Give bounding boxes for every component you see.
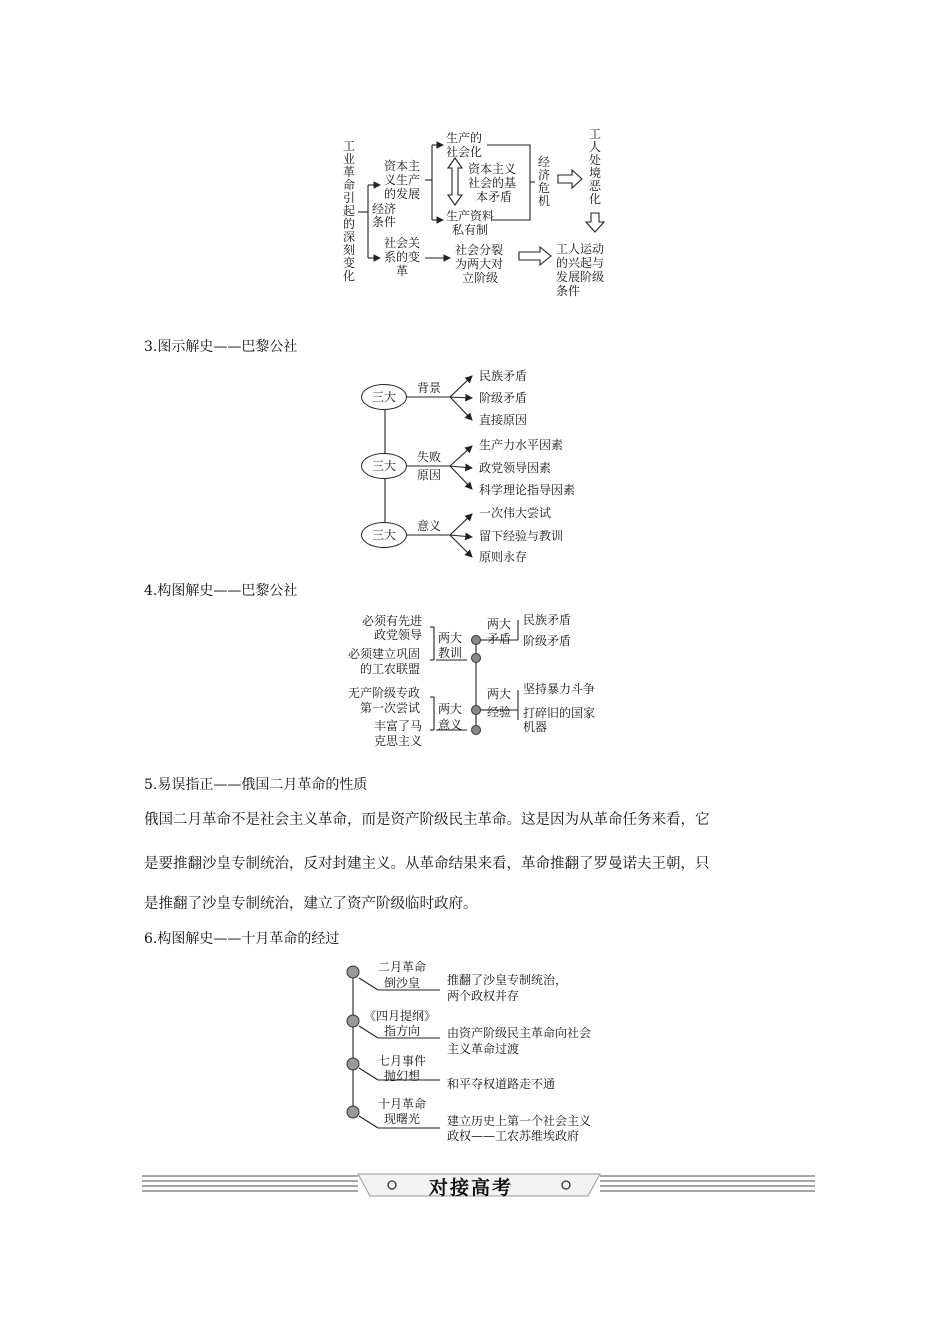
section6-heading: 6.构图解史——十月革命的经过 (144, 931, 340, 947)
contradiction-item-1: 民族矛盾 (523, 613, 572, 627)
contradiction-item-2: 阶级矛盾 (523, 634, 572, 648)
section4-heading: 4.构图解史——巴黎公社 (144, 583, 298, 599)
event-1-desc-l1: 推翻了沙皇专制统治， (447, 973, 568, 987)
failure-item-1: 生产力水平因素 (479, 438, 564, 452)
lessons-label-l2: 教训 (438, 646, 463, 660)
capitalist-production-l1: 资本主 (384, 159, 421, 173)
economic-crisis-label: 经济危机 (537, 155, 550, 208)
event-3-title-l2: 抛幻想 (384, 1069, 421, 1083)
failure-label-l1: 失败 (417, 450, 442, 464)
experience-label-l1: 两大 (487, 687, 512, 701)
failure-label-l2: 原因 (417, 468, 442, 482)
background-label: 背景 (417, 381, 442, 395)
lesson-2-l1: 必须建立巩固 (348, 647, 421, 661)
significance-label-l1: 两大 (438, 702, 463, 716)
movement-l3: 发展阶级 (556, 270, 605, 284)
meaning-label: 意义 (417, 519, 442, 533)
experience-item-2-l2: 机器 (523, 720, 548, 734)
experience-item-1: 坚持暴力斗争 (523, 682, 596, 696)
section5-line-2: 是要推翻沙皇专制统治，反对封建主义。从革命结果来看，革命推翻了罗曼诺夫王朝，只 (144, 856, 710, 872)
node-three-failure: 三大 (361, 453, 407, 479)
event-4-title-l2: 现曙光 (384, 1112, 421, 1126)
lessons-label-l1: 两大 (438, 631, 463, 645)
significance-2-l1: 丰富了马 (374, 719, 423, 733)
industrial-revolution-label: 工业革命引起的深刻变化 (342, 139, 355, 283)
private-ownership-l2: 私有制 (452, 223, 489, 237)
contradictions-label-l2: 矛盾 (487, 632, 512, 646)
meaning-item-2: 留下经验与教训 (479, 529, 564, 543)
lesson-2-l2: 的工农联盟 (360, 662, 421, 676)
node-three-meaning: 三大 (361, 522, 407, 548)
socialization-l2: 社会化 (446, 145, 483, 159)
split-l3: 立阶级 (462, 271, 499, 285)
lesson-1-l2: 政党领导 (374, 628, 423, 642)
social-relation-l3: 革 (396, 264, 409, 278)
failure-item-3: 科学理论指导因素 (479, 483, 576, 497)
socialization-l1: 生产的 (446, 131, 483, 145)
contradiction-l3: 本矛盾 (476, 190, 513, 204)
event-1-title-l2: 倒沙皇 (384, 976, 421, 990)
bg-item-2: 阶级矛盾 (479, 391, 528, 405)
banner-title: 对接高考 (429, 1177, 514, 1199)
movement-l1: 工人运动 (556, 242, 605, 256)
social-relation-l2: 系的变 (384, 250, 421, 264)
significance-2-l2: 克思主义 (374, 734, 423, 748)
event-4-desc-l2: 政权——工农苏维埃政府 (447, 1129, 580, 1143)
section5-line-1: 俄国二月革命不是社会主义革命，而是资产阶级民主革命。这是因为从革命任务来看，它 (144, 812, 710, 828)
significance-label-l2: 意义 (438, 718, 463, 732)
significance-1-l1: 无产阶级专政 (348, 686, 421, 700)
experience-label-l2: 经验 (487, 705, 512, 719)
event-3-title-l1: 七月事件 (378, 1054, 427, 1068)
movement-l2: 的兴起与 (556, 256, 605, 270)
section5-line-3: 是推翻了沙皇专制统治，建立了资产阶级临时政府。 (144, 896, 478, 912)
event-2-desc-l2: 主义革命过渡 (447, 1042, 520, 1056)
capitalist-production-l2: 义生产 (384, 173, 421, 187)
event-1-title-l1: 二月革命 (378, 960, 427, 974)
social-relation-l1: 社会关 (384, 236, 421, 250)
node-three-background: 三大 (361, 384, 407, 410)
event-2-title-l2: 指方向 (384, 1024, 421, 1038)
event-1-desc-l2: 两个政权并存 (447, 989, 520, 1003)
bg-item-3: 直接原因 (479, 413, 528, 427)
capitalist-production-l3: 的发展 (384, 187, 421, 201)
event-3-desc-l1: 和平夺权道路走不通 (447, 1077, 556, 1091)
bg-item-1: 民族矛盾 (479, 369, 528, 383)
contradiction-l1: 资本主义 (468, 162, 517, 176)
private-ownership-l1: 生产资料 (446, 209, 495, 223)
split-l1: 社会分裂 (455, 243, 504, 257)
contradictions-label-l1: 两大 (487, 617, 512, 631)
split-l2: 为两大对 (455, 257, 504, 271)
event-4-title-l1: 十月革命 (378, 1097, 427, 1111)
movement-l4: 条件 (556, 284, 581, 298)
significance-1-l2: 第一次尝试 (360, 701, 421, 715)
section5-heading: 5.易误指正——俄国二月革命的性质 (144, 777, 368, 793)
section3-heading: 3.图示解史——巴黎公社 (144, 339, 298, 355)
event-4-desc-l1: 建立历史上第一个社会主义 (447, 1114, 592, 1128)
event-2-title-l1: 《四月提纲》 (364, 1009, 437, 1023)
meaning-item-3: 原则永存 (479, 550, 528, 564)
event-2-desc-l1: 由资产阶级民主革命向社会 (447, 1026, 592, 1040)
workers-worse-label: 工人处境恶化 (588, 127, 601, 206)
meaning-item-1: 一次伟大尝试 (479, 506, 552, 520)
lesson-1-l1: 必须有先进 (362, 614, 423, 628)
contradiction-l2: 社会的基 (468, 176, 517, 190)
experience-item-2-l1: 打碎旧的国家 (523, 706, 596, 720)
failure-item-2: 政党领导因素 (479, 461, 552, 475)
economic-condition-label: 经济条件 (371, 202, 396, 229)
